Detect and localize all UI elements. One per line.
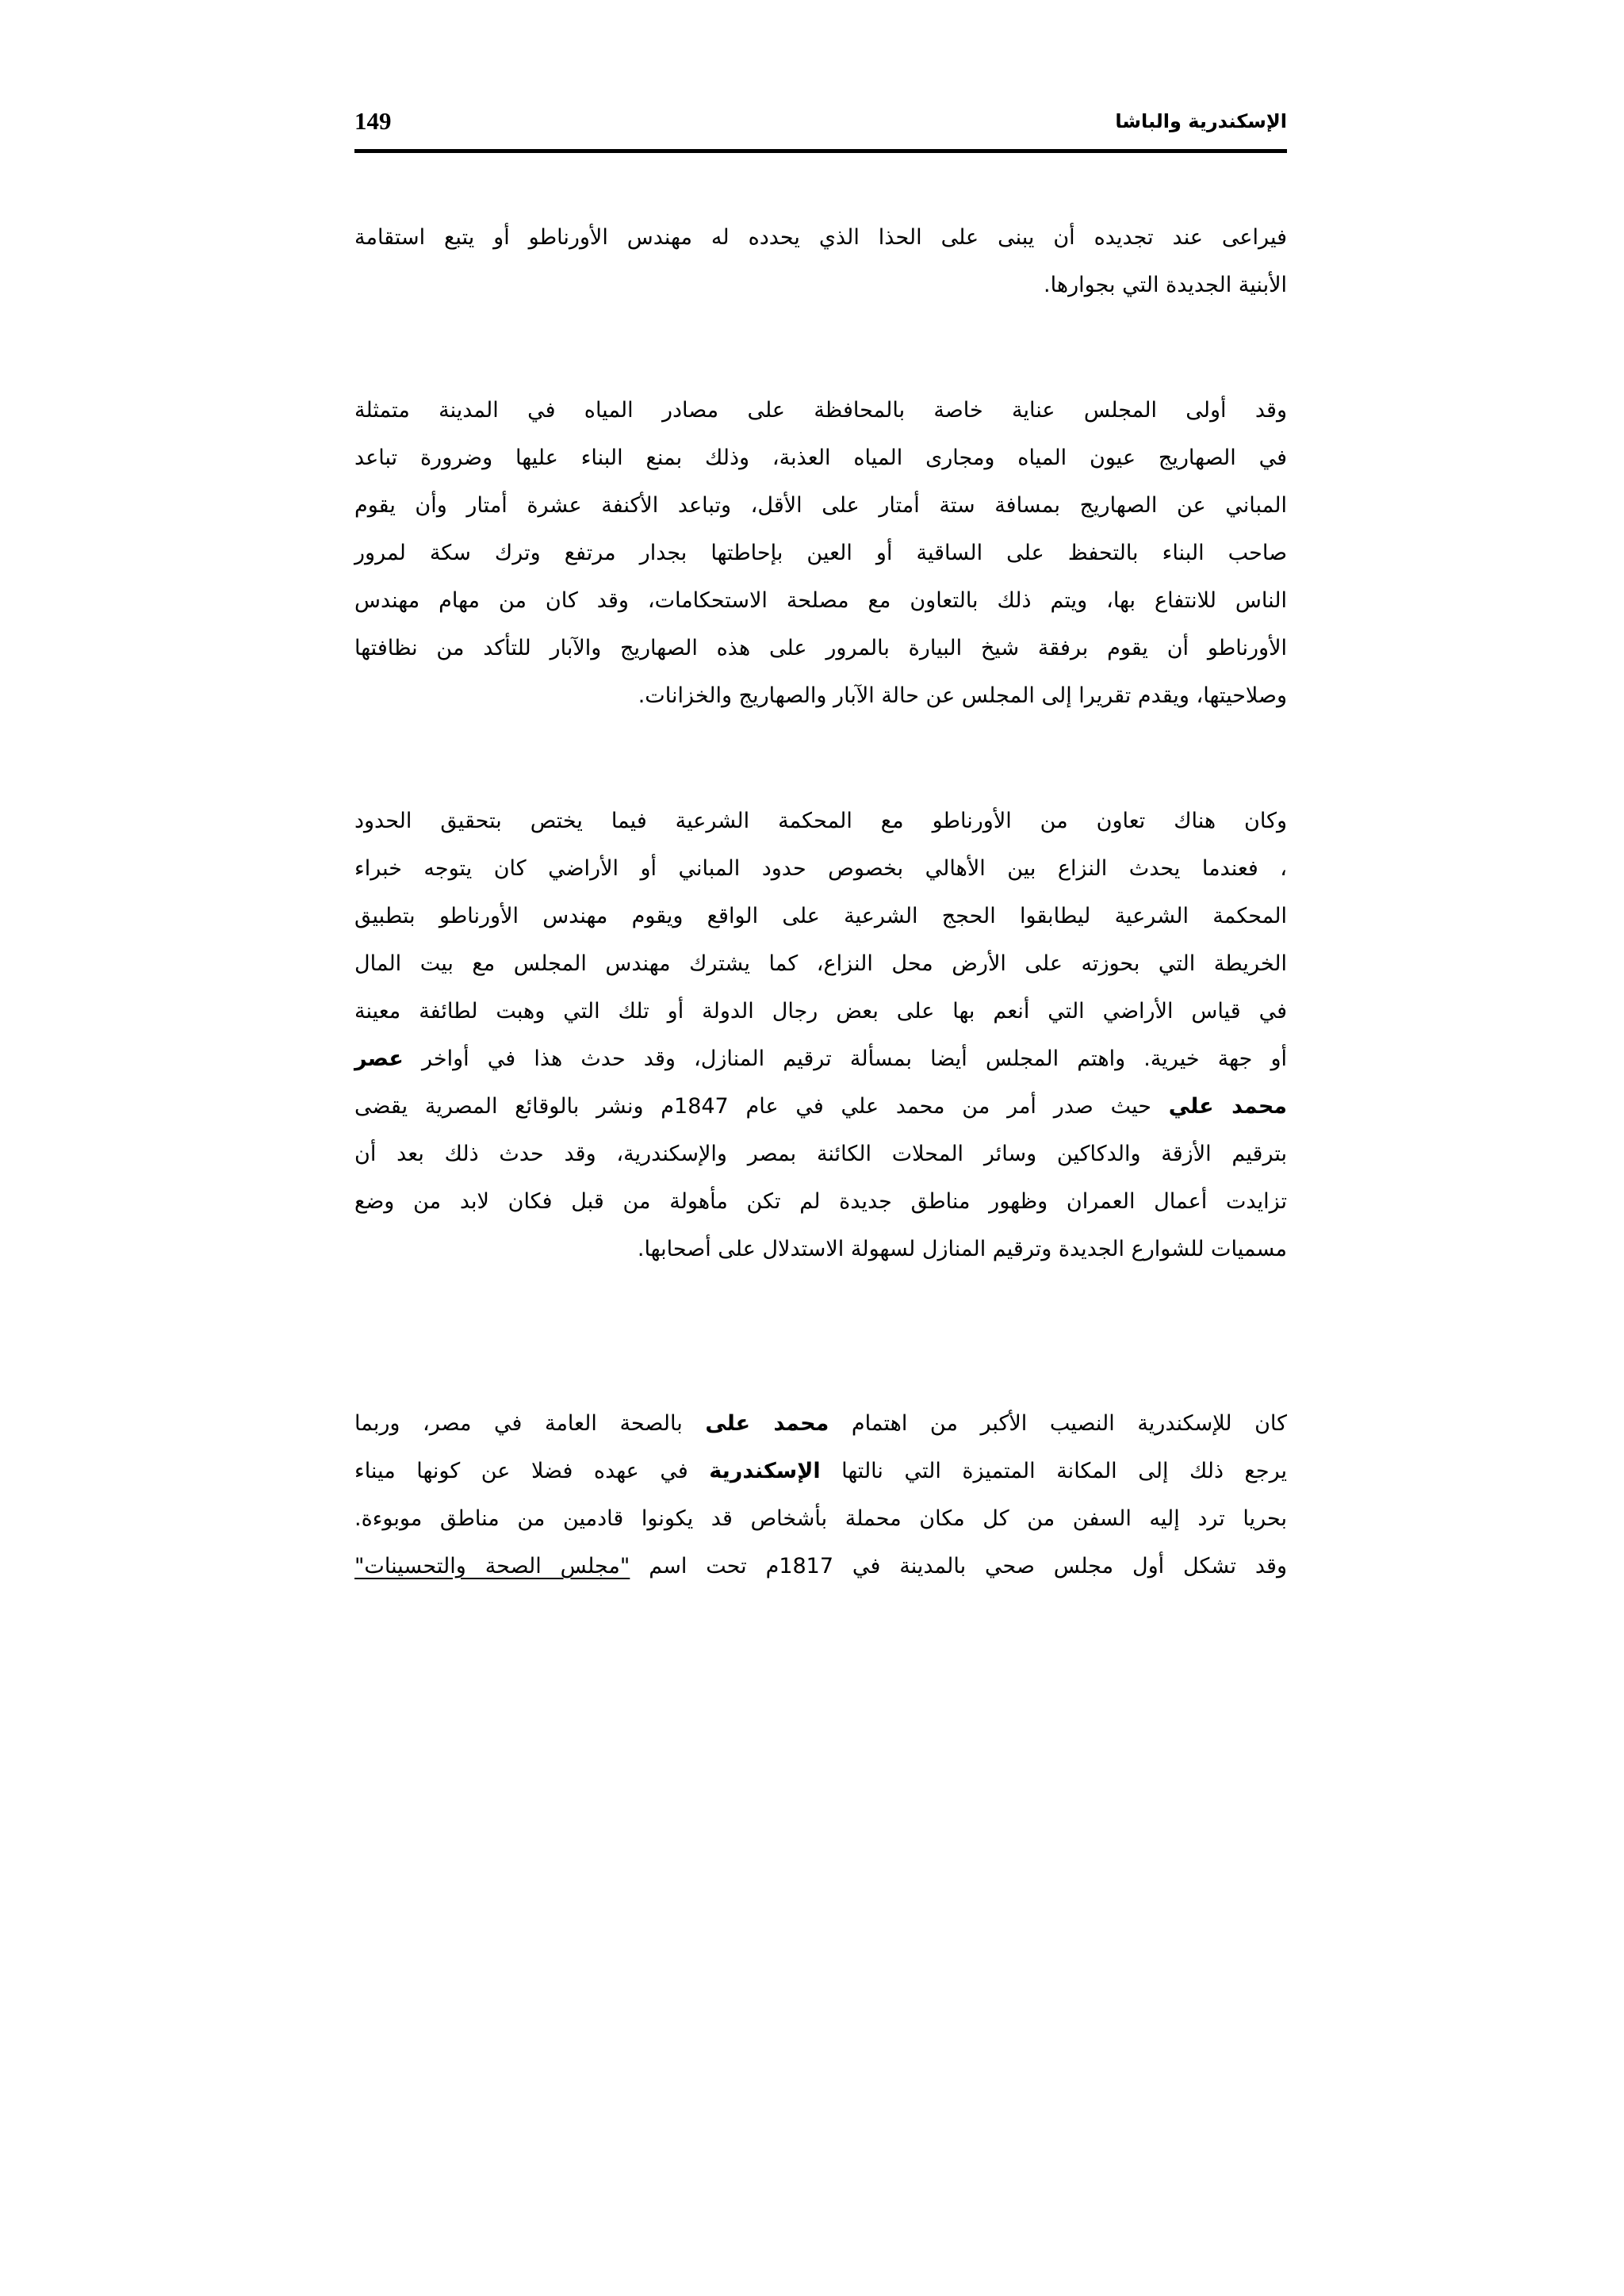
- underlined-term: "مجلس الصحة والتحسينات": [354, 1554, 630, 1578]
- text-line: المباني عن الصهاريج بمسافة ستة أمتار على الأقل، وتباعد الأكنفة عشرة أمتار وأن يقوم: [354, 493, 1287, 518]
- text-line: وقد أولى المجلس عناية خاصة بالمحافظة على مصادر المياه في المدينة متمثلة: [354, 398, 1287, 423]
- paragraph-4: [354, 1400, 1287, 1590]
- text-line: وصلاحيتها، ويقدم تقريرا إلى المجلس عن حالة الآبار والصهاريج والخزانات.: [638, 683, 1287, 708]
- paragraph-1: [354, 214, 1287, 309]
- page-number: 149: [354, 107, 392, 135]
- bold-term: محمد علي: [1168, 1094, 1287, 1119]
- text-line: [354, 1035, 1287, 1083]
- text-run: بالصحة العامة في مصر، وربما: [354, 1411, 706, 1436]
- text-line: [354, 1083, 1287, 1131]
- text-run: حيث صدر أمر من محمد علي في عام 1847م ونشر بالوقائع المصرية يقضى: [354, 1094, 1169, 1119]
- text-line: وكان هناك تعاون من الأورناطو مع المحكمة الشرعية فيما يختص بتحقيق الحدود: [354, 809, 1287, 833]
- text-line: المحكمة الشرعية ليطابقوا الحجج الشرعية على الواقع ويقوم مهندس الأورناطو بتطبيق: [354, 904, 1287, 928]
- bold-term: عصر: [354, 1047, 404, 1071]
- text-line: الأبنية الجديدة التي بجوارها.: [1044, 273, 1287, 297]
- text-line: [354, 1448, 1287, 1495]
- text-line: فيراعى عند تجديده أن يبنى على الحذا الذي يحدده له مهندس الأورناطو أو يتبع استقامة: [354, 225, 1287, 250]
- text-run: كان للإسكندرية النصيب الأكبر من اهتمام: [829, 1411, 1287, 1436]
- running-header: [354, 101, 1287, 153]
- text-line: في قياس الأراضي التي أنعم بها على بعض رجال الدولة أو تلك التي وهبت لطائفة معينة: [354, 999, 1287, 1024]
- bold-term: محمد على: [705, 1411, 829, 1436]
- text-line: تزايدت أعمال العمران وظهور مناطق جديدة لم تكن مأهولة من قبل فكان لابد من وضع: [354, 1189, 1287, 1214]
- running-title: الإسكندرية والباشا: [1115, 110, 1287, 132]
- paragraph-2: [354, 387, 1287, 720]
- text-run: يرجع ذلك إلى المكانة المتميزة التي نالتها: [820, 1459, 1287, 1483]
- text-run: أو جهة خيرية. واهتم المجلس أيضا بمسألة ترقيم المنازل، وقد حدث هذا في أواخر: [403, 1047, 1287, 1071]
- body-text: [354, 214, 1287, 1590]
- paragraph-gap: [354, 720, 1287, 798]
- text-line: ، فعندما يحدث النزاع بين الأهالي بخصوص حدود المباني أو الأراضي كان يتوجه خبراء: [354, 856, 1287, 881]
- text-run: في عهده فضلا عن كونها ميناء: [354, 1459, 710, 1483]
- bold-term: الإسكندرية: [709, 1459, 821, 1483]
- text-line: بحريا ترد إليه السفن من كل مكان محملة بأشخاص قد يكونوا قادمين من مناطق موبوءة.: [354, 1506, 1287, 1531]
- text-line: الأورناطو أن يقوم برفقة شيخ البيارة بالمرور على هذه الصهاريج والآبار للتأكد من نظافتها: [354, 636, 1287, 660]
- text-line: في الصهاريج عيون المياه ومجارى المياه العذبة، وذلك بمنع البناء عليها وضرورة تباعد: [354, 446, 1287, 470]
- paragraph-3: [354, 798, 1287, 1273]
- text-run: وقد تشكل أول مجلس صحي بالمدينة في 1817م تحت اسم: [630, 1554, 1288, 1578]
- text-line: صاحب البناء بالتحفظ على الساقية أو العين بإحاطتها بجدار مرتفع وترك سكة لمرور: [354, 541, 1287, 565]
- text-line: الناس للانتفاع بها، ويتم ذلك بالتعاون مع مصلحة الاستحكامات، وقد كان من مهام مهندس: [354, 588, 1287, 613]
- text-line: [354, 1543, 1287, 1590]
- paragraph-gap: [354, 309, 1287, 387]
- text-line: بترقيم الأزقة والدكاكين وسائر المحلات الكائنة بمصر والإسكندرية، وقد حدث ذلك بعد أن: [354, 1142, 1287, 1166]
- text-line: مسميات للشوارع الجديدة وترقيم المنازل لسهولة الاستدلال على أصحابها.: [637, 1237, 1287, 1261]
- text-line: الخريطة التي بحوزته على الأرض محل النزاع، كما يشترك مهندس المجلس مع بيت المال: [354, 951, 1287, 976]
- paragraph-gap: [354, 1273, 1287, 1400]
- text-line: [354, 1400, 1287, 1448]
